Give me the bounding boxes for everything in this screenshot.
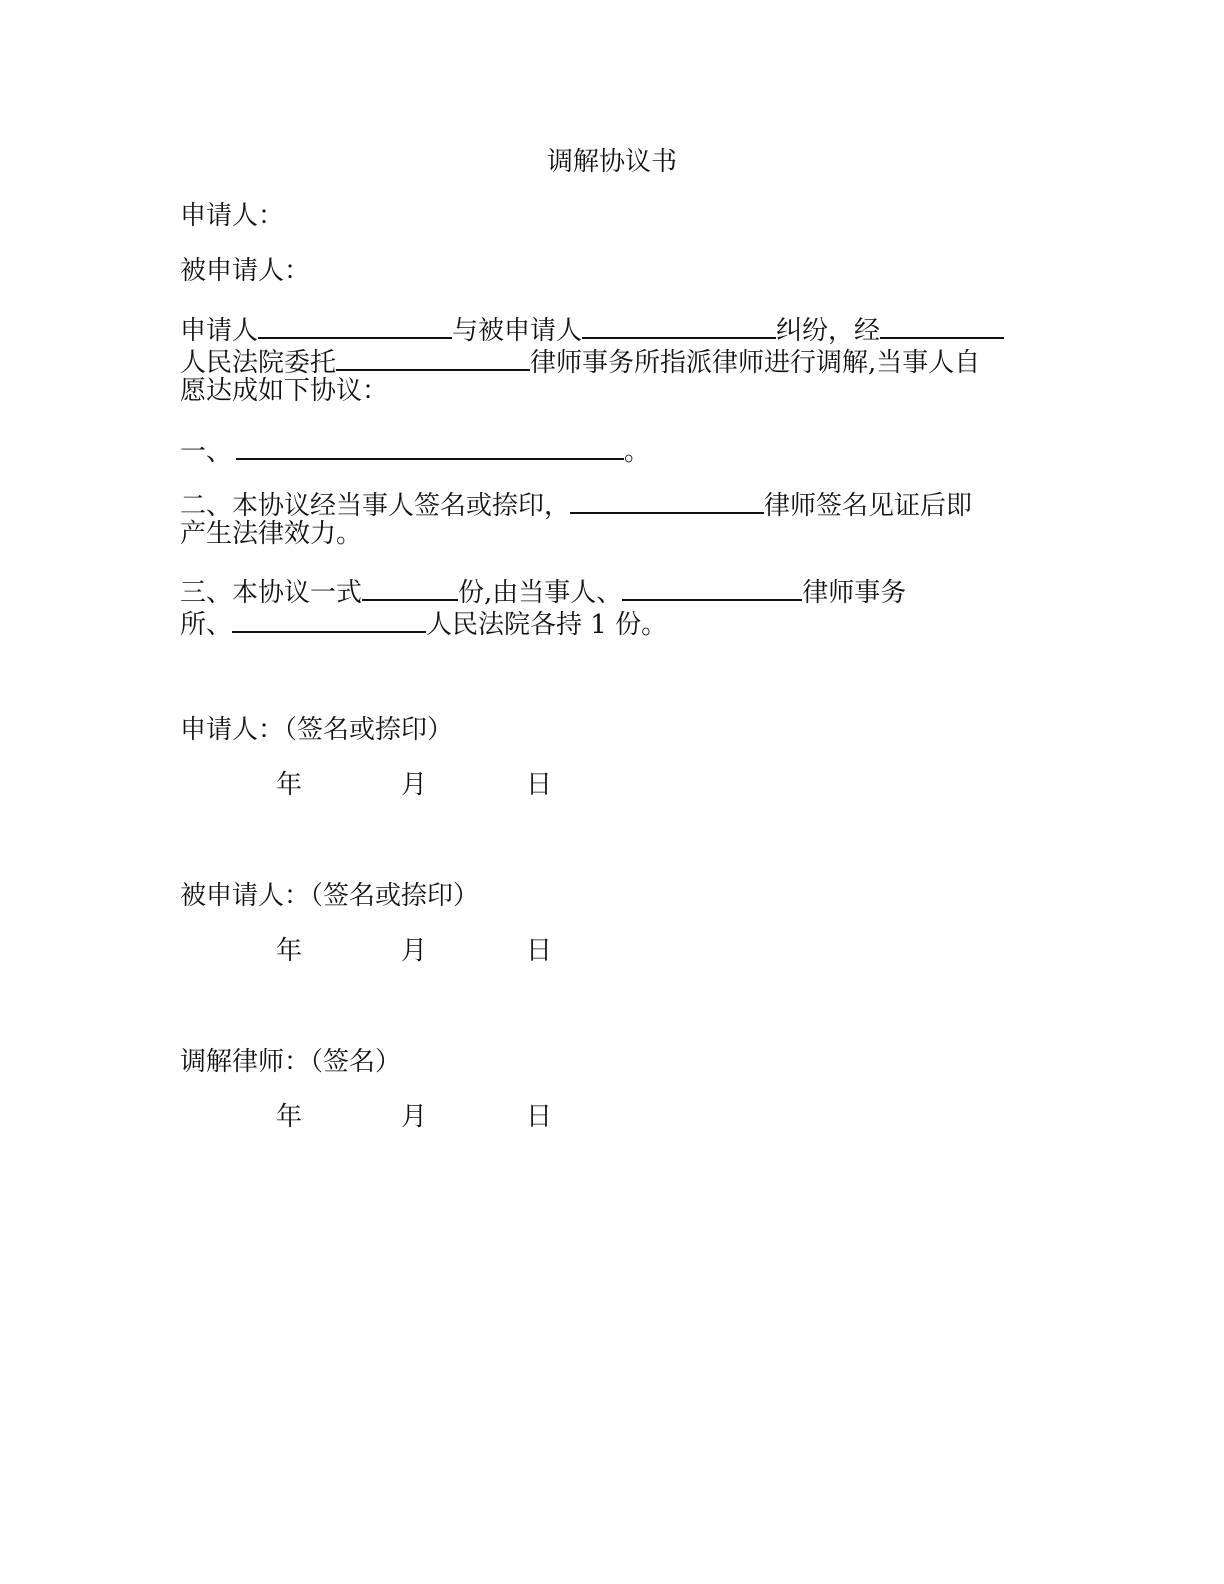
intro-text: 律师事务所指派律师进行调解,当事人自 (530, 348, 981, 378)
mediator-month-label: 月 (401, 1102, 428, 1132)
clause-1 (180, 432, 650, 469)
clause-3-text: 份,由当事人、 (458, 578, 623, 608)
respondent-signature-label: 被申请人：（签名或捺印） (180, 881, 480, 911)
law-firm-blank[interactable] (336, 343, 530, 371)
applicant-label: 申请人： (180, 201, 285, 231)
respondent-label: 被申请人： (180, 256, 311, 286)
clause-2-text: 律师签名见证后即 (764, 491, 973, 521)
respondent-month-label: 月 (401, 936, 428, 966)
clause-3-line-2 (180, 605, 667, 642)
intro-line-3: 愿达成如下协议： (180, 376, 389, 406)
mediator-year-label: 年 (276, 1102, 303, 1132)
applicant-year-label: 年 (276, 770, 303, 800)
intro-text: 申请人 (180, 316, 259, 346)
clause-3-law-firm-blank[interactable] (622, 573, 802, 601)
document-title: 调解协议书 (546, 147, 677, 177)
respondent-year-label: 年 (276, 936, 303, 966)
clause-2-text: 二、本协议经当事人签名或捺印， (180, 491, 571, 521)
intro-text: 纠纷，经 (776, 316, 881, 346)
clause-3-court-blank[interactable] (232, 605, 426, 633)
respondent-day-label: 日 (526, 936, 553, 966)
clause-2-line-2: 产生法律效力。 (180, 519, 363, 549)
intro-text: 与被申请人 (452, 316, 583, 346)
applicant-signature-label: 申请人：（签名或捺印） (180, 715, 454, 745)
clause-1-blank[interactable] (236, 432, 624, 460)
clause-1-suffix: 。 (624, 437, 651, 467)
applicant-month-label: 月 (401, 770, 428, 800)
court-name-blank[interactable] (880, 311, 1004, 339)
respondent-name-blank[interactable] (582, 311, 776, 339)
applicant-name-blank[interactable] (258, 311, 452, 339)
mediator-signature-label: 调解律师：（签名） (180, 1047, 402, 1077)
clause-3-text: 三、本协议一式 (180, 578, 363, 608)
witness-lawyer-blank[interactable] (570, 486, 764, 514)
applicant-day-label: 日 (526, 770, 553, 800)
copies-count-blank[interactable] (362, 573, 458, 601)
mediator-day-label: 日 (526, 1102, 553, 1132)
intro-text: 人民法院委托 (180, 348, 337, 378)
clause-3-text: 人民法院各持 1 份。 (426, 610, 668, 640)
clause-1-prefix: 一、 (180, 437, 233, 467)
clause-3-text: 律师事务 (802, 578, 907, 608)
clause-3-text: 所、 (180, 610, 233, 640)
